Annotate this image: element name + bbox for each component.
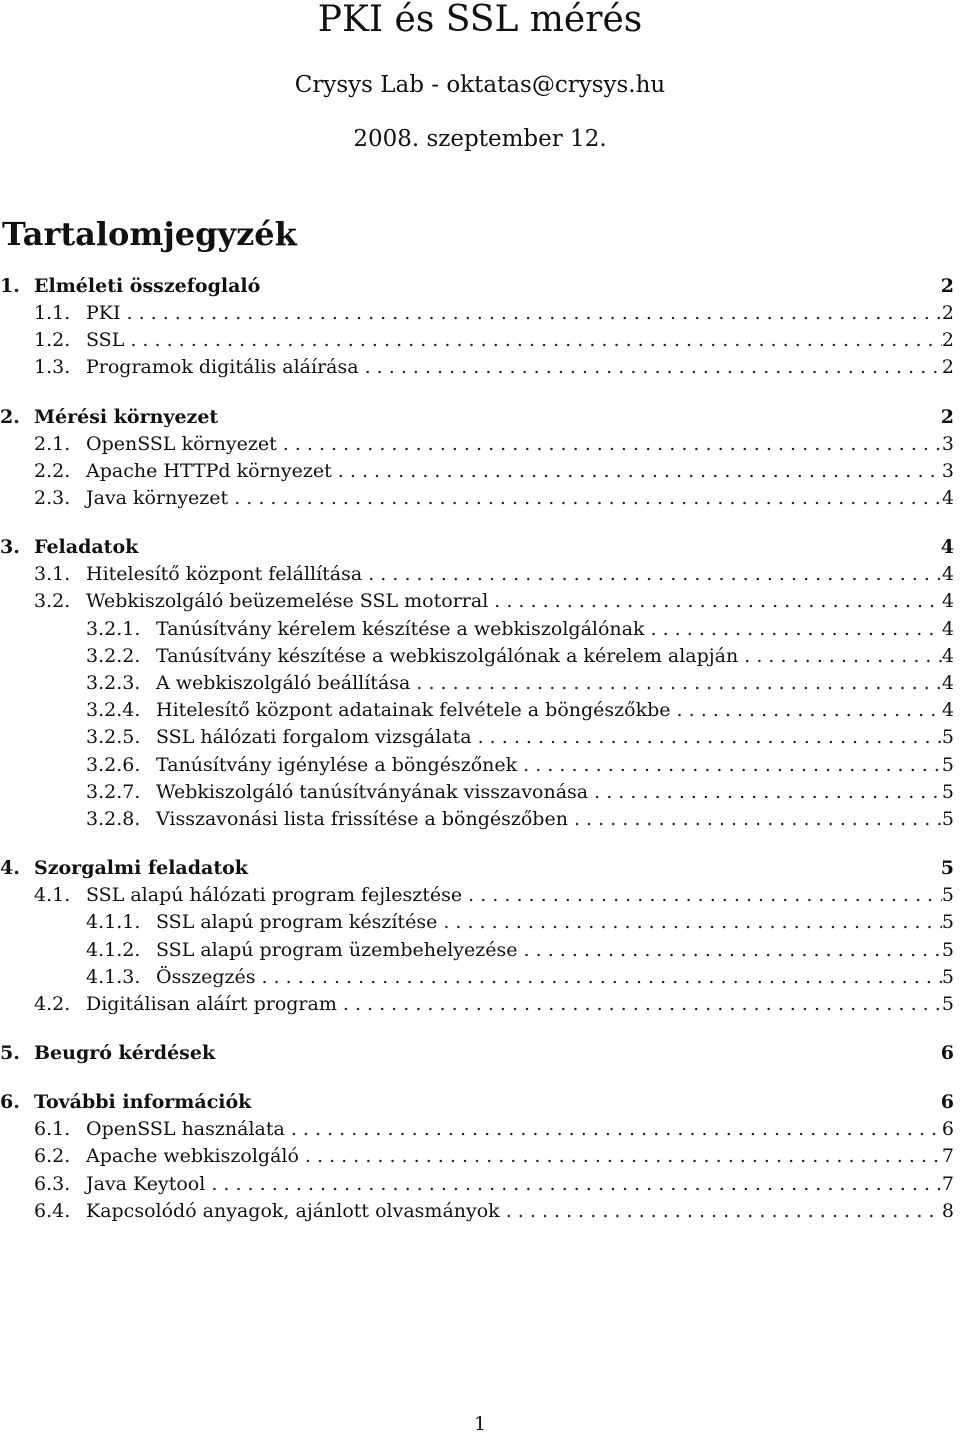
toc-entry-page: 4 [941,699,954,722]
toc-entry-page: 5 [941,993,954,1015]
toc-leader-dots [677,697,942,723]
toc-entry-page: 2 [940,275,954,297]
toc-entry-title: SSL alapú program készítése [156,911,438,934]
toc-entry-title: Java Keytool [86,1172,206,1195]
toc-entry-number: 3.2.7. [86,780,141,803]
toc-entry-page: 5 [941,726,954,749]
toc-entry-number: 6. [0,1091,20,1114]
toc-entry-page: 4 [941,644,954,667]
toc-leader-dots [468,882,942,908]
toc-entry-title: OpenSSL környezet [86,432,277,455]
toc-entry-page: 5 [941,911,954,934]
document-author: Crysys Lab - oktatas@crysys.hu [294,72,666,98]
toc-entry-title: OpenSSL használata [86,1118,285,1141]
toc-leader-dots [126,300,942,326]
toc-entry[interactable] [0,588,960,614]
toc-entry-title: Apache webkiszolgáló [86,1145,299,1168]
toc-entry[interactable] [0,1040,960,1066]
toc-entry-number: 3.2.1. [86,617,141,640]
toc-entry-page: 5 [941,938,954,961]
toc-entry-page: 8 [941,1199,954,1222]
toc-leader-dots [130,327,942,353]
toc-entry[interactable] [0,458,960,484]
toc-entry[interactable] [0,964,960,990]
toc-entry[interactable] [0,354,960,380]
toc-entry-title: Tanúsítvány készítése a webkiszolgálónak a kérelem alapján [156,644,739,667]
toc-entry-title: SSL [86,329,125,352]
toc-entry-page: 5 [941,808,954,830]
toc-entry-title: SSL hálózati forgalom vizsgálata [156,726,472,749]
toc-entry-page: 4 [941,590,954,613]
toc-entry-page: 4 [940,536,954,559]
toc-entry-title: Feladatok [34,536,139,559]
toc-entry-number: 4. [0,857,20,880]
toc-leader-dots [523,752,942,778]
toc-entry-page: 4 [941,617,954,640]
toc-entry-title: Visszavonási lista frissítése a böngészőben [156,808,568,830]
toc-leader-dots [443,909,942,935]
toc-entry[interactable] [0,534,960,560]
toc-leader-dots [283,431,942,457]
toc-entry-page: 5 [941,884,954,907]
toc-entry-number: 3.2. [34,590,71,613]
toc-leader-dots [234,485,942,511]
toc-entry-title: Programok digitális aláírása [86,356,359,379]
toc-entry-number: 1. [0,275,20,297]
toc-entry-number: 4.1. [34,884,71,907]
toc-entry-number: 3.2.8. [86,808,141,830]
toc-entry[interactable] [0,882,960,908]
toc-entry[interactable] [0,1089,960,1115]
toc-entry-number: 3.2.6. [86,753,141,776]
toc-leader-dots [305,1143,942,1169]
toc-entry-title: Webkiszolgáló tanúsítványának visszavonása [156,780,589,803]
toc-entry-title: PKI [86,302,121,324]
toc-entry-page: 3 [941,459,954,482]
toc-entry-title: Webkiszolgáló beüzemelése SSL motorral [86,590,489,613]
toc-entry[interactable] [0,779,960,805]
toc-entry-title: SSL alapú program üzembehelyezése [156,938,518,961]
toc-entry[interactable] [0,1171,960,1197]
document-title: PKI és SSL mérés [317,0,643,40]
toc-entry-title: Digitálisan aláírt program [86,993,337,1015]
toc-leader-dots [365,354,942,380]
toc-entry-number: 3. [0,536,20,559]
toc-entry-title: Kapcsolódó anyagok, ajánlott olvasmányok [86,1199,500,1222]
toc-entry-number: 2. [0,405,20,428]
toc-leader-dots [416,670,942,696]
toc-entry-title: Hitelesítő központ felállítása [86,563,363,586]
toc-leader-dots [506,1198,942,1224]
toc-entry-number: 2.3. [34,487,71,509]
toc-entry-number: 4.2. [34,993,71,1015]
toc-leader-dots [291,1116,942,1142]
toc-entry[interactable] [0,806,960,832]
toc-leader-dots [211,1171,942,1197]
toc-entry-title: Apache HTTPd környezet [86,459,332,482]
toc-entry-title: Elméleti összefoglaló [34,275,261,297]
toc-entry-number: 2.2. [34,459,71,482]
toc-entry-number: 3.2.4. [86,699,141,722]
toc-leader-dots [574,806,942,832]
toc-leader-dots [368,561,942,587]
toc-entry-number: 3.2.2. [86,644,141,667]
toc-entry-page: 5 [941,780,954,803]
toc-entry-title: További információk [34,1091,252,1114]
toc-entry[interactable] [0,327,960,353]
toc-entry[interactable] [0,300,960,326]
toc-leader-dots [338,458,942,484]
toc-entry[interactable] [0,1198,960,1224]
toc-entry-number: 2.1. [34,432,71,455]
toc-entry-page: 5 [941,965,954,988]
toc-entry-page: 7 [941,1172,954,1195]
toc-entry-number: 3.1. [34,563,71,586]
toc-entry[interactable] [0,909,960,935]
toc-entry-title: Tanúsítvány kérelem készítése a webkiszolgálónak [156,617,645,640]
toc-entry-title: Tanúsítvány igénylése a böngészőnek [156,753,518,776]
toc-entry-title: Szorgalmi feladatok [34,857,248,880]
toc-entry-page: 4 [941,487,954,509]
toc-entry-page: 2 [941,356,954,379]
toc-entry-number: 4.1.3. [86,965,141,988]
toc-entry-title: Beugró kérdések [34,1042,216,1065]
toc-entry-number: 1.3. [34,356,71,379]
toc-entry-page: 5 [940,857,954,880]
toc-entry-title: Összegzés [156,965,256,988]
toc-entry-page: 2 [940,405,954,428]
toc-leader-dots [478,724,942,750]
toc-entry-title: Hitelesítő központ adatainak felvétele a böngészőkbe [156,699,671,722]
toc-entry-page: 5 [941,753,954,776]
toc-entry-title: A webkiszolgáló beállítása [156,672,411,694]
toc-entry-page: 6 [941,1118,954,1141]
toc-entry-number: 3.2.3. [86,672,141,694]
toc-entry-number: 6.2. [34,1145,71,1168]
toc-leader-dots [262,964,943,990]
toc-entry-page: 6 [940,1042,954,1065]
toc-entry[interactable] [0,752,960,778]
toc-entry-page: 3 [941,432,954,455]
toc-entry-page: 2 [941,302,954,324]
toc-entry[interactable] [0,273,960,299]
document-date: 2008. szeptember 12. [353,126,607,152]
toc-entry-title: SSL alapú hálózati program fejlesztése [86,884,463,907]
toc-entry-page: 4 [941,672,954,694]
toc-entry[interactable] [0,404,960,430]
toc-heading: Tartalomjegyzék [2,215,297,253]
toc-entry[interactable] [0,724,960,750]
toc-leader-dots [343,991,942,1017]
toc-entry-number: 3.2.5. [86,726,141,749]
toc-entry[interactable] [0,697,960,723]
toc-entry-title: Java környezet [86,487,229,509]
toc-entry-page: 4 [941,563,954,586]
toc-entry[interactable] [0,431,960,457]
toc-leader-dots [524,937,942,963]
toc-entry[interactable] [0,991,960,1017]
toc-entry[interactable] [0,1143,960,1169]
toc-entry-number: 6.4. [34,1199,71,1222]
toc-entry-number: 4.1.2. [86,938,141,961]
toc-entry-number: 1.1. [34,302,71,324]
toc-entry-page: 7 [941,1145,954,1168]
toc-leader-dots [594,779,942,805]
toc-entry-page: 6 [940,1091,954,1114]
toc-entry-number: 1.2. [34,329,71,352]
toc-entry-number: 4.1.1. [86,911,141,934]
toc-entry[interactable] [0,855,960,881]
toc-leader-dots [494,588,942,614]
toc-entry-page: 2 [941,329,954,352]
toc-entry-title: Mérési környezet [34,405,219,428]
toc-entry-number: 6.3. [34,1172,71,1195]
toc-entry[interactable] [0,616,960,642]
toc-entry[interactable] [0,485,960,511]
toc-leader-dots [651,616,943,642]
toc-entry-number: 5. [0,1042,20,1065]
toc-entry[interactable] [0,561,960,587]
toc-entry[interactable] [0,1116,960,1142]
toc-entry[interactable] [0,643,960,669]
toc-entry-number: 6.1. [34,1118,71,1141]
toc-entry[interactable] [0,670,960,696]
toc-entry[interactable] [0,937,960,963]
toc-leader-dots [744,643,942,669]
page-number: 1 [473,1413,487,1435]
